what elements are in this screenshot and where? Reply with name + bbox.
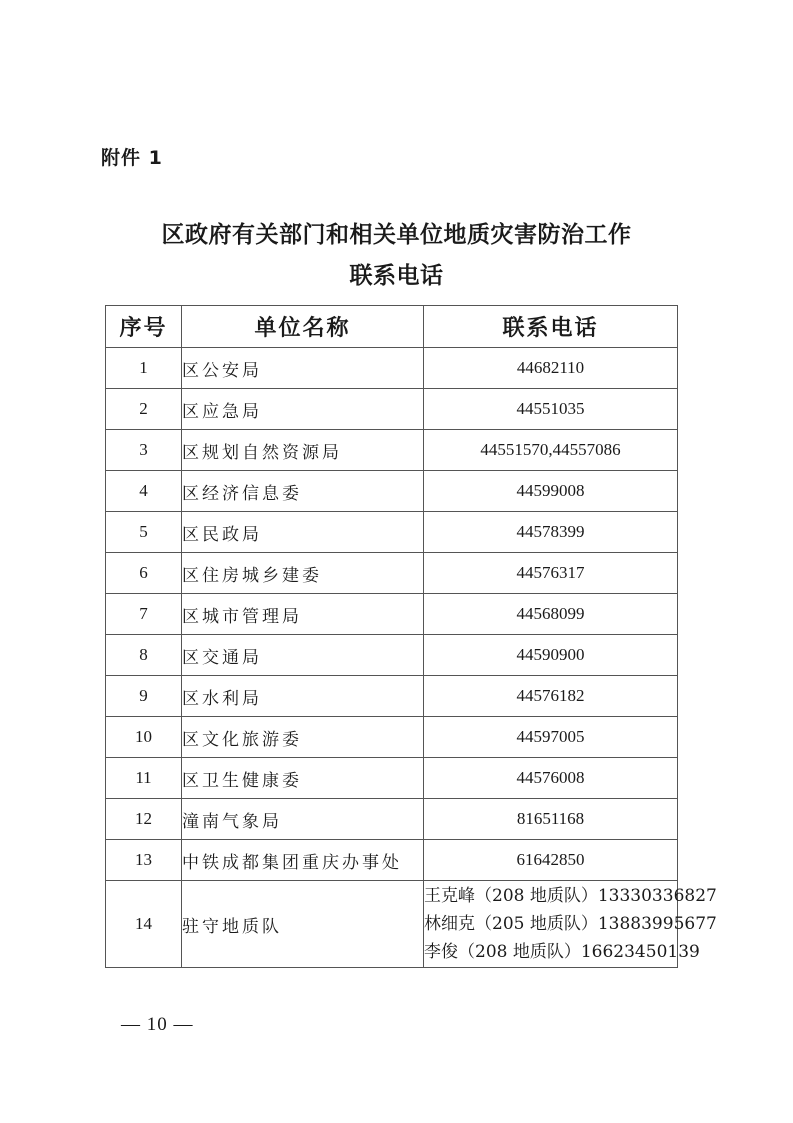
unit-name: 区水利局 (182, 676, 424, 717)
header-unit-name: 单位名称 (182, 306, 424, 348)
phone-number: 44568099 (424, 594, 678, 635)
contact-line: 林细克（205 地质队）13883995677 (424, 914, 717, 934)
table-row (106, 553, 678, 594)
unit-name: 区卫生健康委 (182, 758, 424, 799)
unit-name: 区规划自然资源局 (182, 430, 424, 471)
table-row (106, 512, 678, 553)
contact-table (105, 305, 717, 968)
row-number: 13 (106, 840, 182, 881)
table-row (106, 471, 678, 512)
page-number: — 10 — (121, 1014, 194, 1035)
table-row (106, 799, 678, 840)
row-number: 9 (106, 676, 182, 717)
header-number: 序号 (106, 306, 182, 348)
table-row (106, 635, 678, 676)
phone-number: 44682110 (424, 348, 678, 389)
row-number: 8 (106, 635, 182, 676)
unit-name: 区城市管理局 (182, 594, 424, 635)
row-number: 6 (106, 553, 182, 594)
document-title-line2: 联系电话 (349, 262, 444, 289)
row-number: 5 (106, 512, 182, 553)
phone-number: 44576182 (424, 676, 678, 717)
row-number: 1 (106, 348, 182, 389)
unit-name: 区民政局 (182, 512, 424, 553)
document-title-line1: 区政府有关部门和相关单位地质灾害防治工作 (161, 221, 632, 248)
table-row-geology-team (106, 881, 678, 968)
table-header-row (106, 306, 678, 348)
row-number: 3 (106, 430, 182, 471)
unit-name: 区交通局 (182, 635, 424, 676)
row-number: 11 (106, 758, 182, 799)
table-row (106, 676, 678, 717)
attachment-label: 附件 1 (101, 147, 163, 169)
phone-number: 61642850 (424, 840, 678, 881)
row-number: 7 (106, 594, 182, 635)
unit-name: 中铁成都集团重庆办事处 (182, 840, 424, 881)
phone-number: 44576008 (424, 758, 678, 799)
phone-number: 44576317 (424, 553, 678, 594)
phone-number: 44578399 (424, 512, 678, 553)
unit-name: 区住房城乡建委 (182, 553, 424, 594)
phone-contacts (424, 881, 717, 968)
phone-number: 44597005 (424, 717, 678, 758)
unit-name: 区应急局 (182, 389, 424, 430)
unit-name: 区经济信息委 (182, 471, 424, 512)
row-number: 10 (106, 717, 182, 758)
table-row (106, 758, 678, 799)
row-number: 2 (106, 389, 182, 430)
phone-number: 81651168 (424, 799, 678, 840)
phone-number: 44590900 (424, 635, 678, 676)
header-phone: 联系电话 (424, 306, 678, 348)
phone-number: 44599008 (424, 471, 678, 512)
phone-number: 44551570,44557086 (424, 430, 678, 471)
contact-line: 王克峰（208 地质队）13330336827 (424, 886, 717, 906)
unit-name: 驻守地质队 (182, 881, 424, 968)
unit-name: 区文化旅游委 (182, 717, 424, 758)
phone-number: 44551035 (424, 389, 678, 430)
table-row (106, 840, 678, 881)
unit-name: 区公安局 (182, 348, 424, 389)
table-row (106, 348, 678, 389)
table-row (106, 717, 678, 758)
row-number: 14 (106, 881, 182, 968)
table-row (106, 389, 678, 430)
table-row (106, 430, 678, 471)
unit-name: 潼南气象局 (182, 799, 424, 840)
row-number: 4 (106, 471, 182, 512)
row-number: 12 (106, 799, 182, 840)
contact-line: 李俊（208 地质队）16623450139 (424, 942, 700, 962)
table-row (106, 594, 678, 635)
